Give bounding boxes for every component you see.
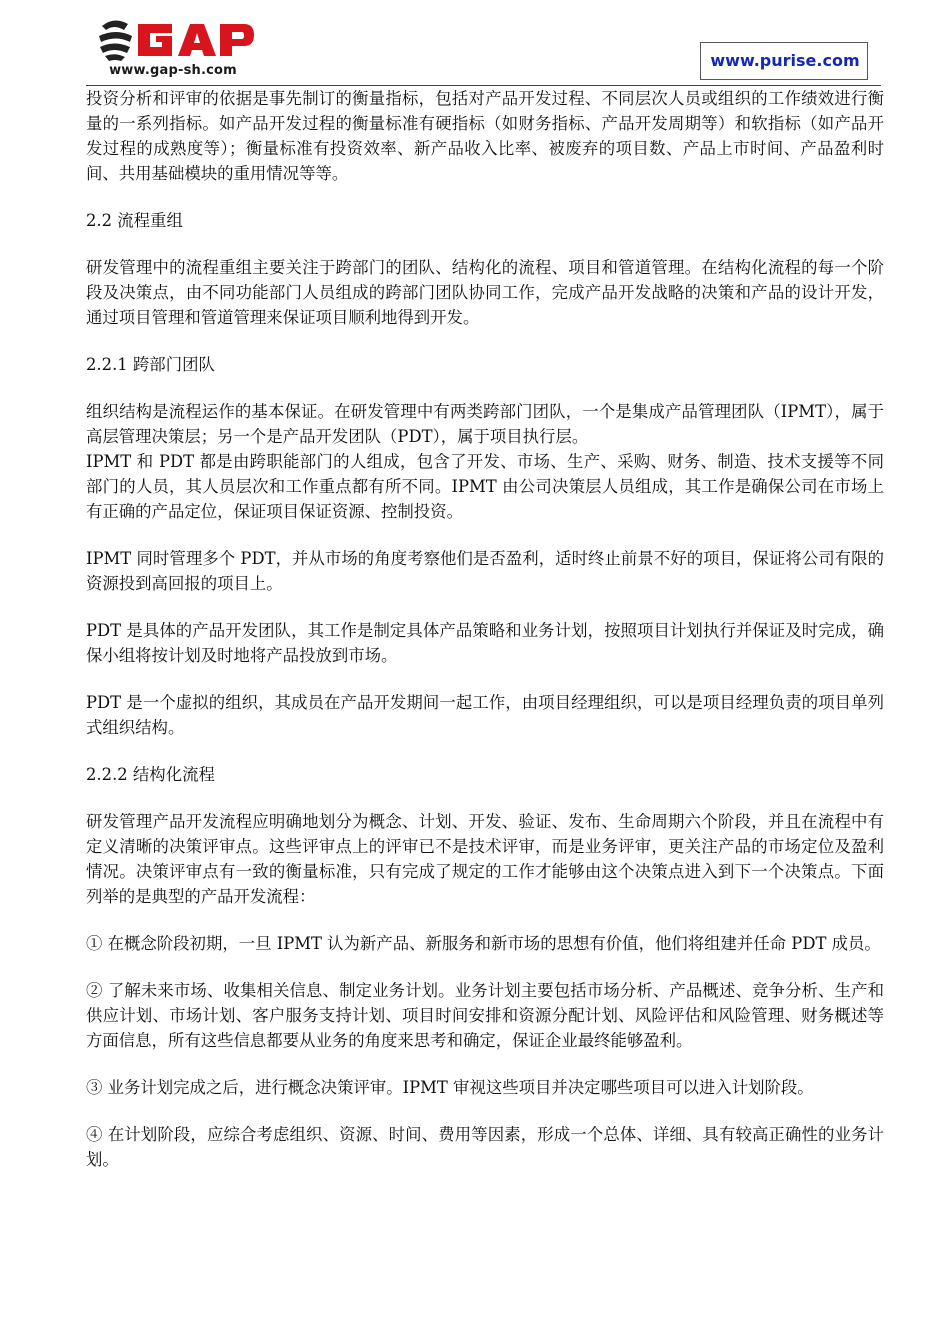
step-1: ① 在概念阶段初期，一旦 IPMT 认为新产品、新服务和新市场的思想有价值，他们将组建并任命 PDT 成员。 (86, 934, 881, 953)
paragraph-ipmt-manage: IPMT 同时管理多个 PDT，并从市场的角度考察他们是否盈利，适时终止前景不好的项目，保证将公司有限的资源投到高回报的项目上。 (86, 549, 884, 593)
document-body (86, 86, 884, 1172)
paragraph-org-structure: 组织结构是流程运作的基本保证。在研发管理中有两类跨部门团队，一个是集成产品管理团队（IPMT），属于高层管理决策层；另一个是产品开发团队（PDT），属于项目执行层。 (86, 402, 884, 446)
gap-logo-mark (94, 14, 258, 64)
paragraph-structured-process: 研发管理产品开发流程应明确地划分为概念、计划、开发、验证、发布、生命周期六个阶段，并且在流程中有定义清晰的决策评审点。这些评审点上的评审已不是技术评审，而是业务评审，更关注产品的市场定位及盈利情况。决策评审点有一致的衡量标准，只有完成了规定的工作才能够由这个决策点进入到下一个决策点。下面列举的是典型的产品开发流程： (86, 812, 884, 906)
paragraph-ipmt-pdt: IPMT 和 PDT 都是由跨职能部门的人组成，包含了开发、市场、生产、采购、财务、制造、技术支援等不同部门的人员，其人员层次和工作重点都有所不同。IPMT 由公司决策层人员组成，其工作是确保公司在市场上有正确的产品定位，保证项目保证资源、控制投资。 (86, 452, 884, 521)
logo-url[interactable]: www.gap-sh.com (109, 63, 237, 78)
heading-2-2-2: 2.2.2 结构化流程 (86, 765, 215, 784)
paragraph-pdt-virtual: PDT 是一个虚拟的组织，其成员在产品开发期间一起工作，由项目经理组织，可以是项目经理负责的项目单列式组织结构。 (86, 693, 884, 737)
paragraph-pdt-team: PDT 是具体的产品开发团队，其工作是制定具体产品策略和业务计划，按照项目计划执行并保证及时完成，确保小组将按计划及时地将产品投放到市场。 (86, 621, 884, 665)
site-url-link[interactable]: www.purise.com (710, 51, 860, 70)
paragraph-intro: 投资分析和评审的依据是事先制订的衡量指标，包括对产品开发过程、不同层次人员或组织的工作绩效进行衡量的一系列指标。如产品开发过程的衡量标准有硬指标（如财务指标、产品开发周期等）和软指标（如产品开发过程的成熟度等）；衡量标准有投资效率、新产品收入比率、被废弃的项目数、产品上市时间、产品盈利时间、共用基础模块的重用情况等等。 (86, 89, 884, 183)
paragraph-process-reorg: 研发管理中的流程重组主要关注于跨部门的团队、结构化的流程、项目和管道管理。在结构化流程的每一个阶段及决策点，由不同功能部门人员组成的跨部门团队协同工作，完成产品开发战略的决策和产品的设计开发，通过项目管理和管道管理来保证项目顺利地得到开发。 (86, 258, 884, 327)
gap-wordmark (138, 24, 254, 56)
step-2: ② 了解未来市场、收集相关信息、制定业务计划。业务计划主要包括市场分析、产品概述、竞争分析、生产和供应计划、市场计划、客户服务支持计划、项目时间安排和资源分配计划、风险评估和风险管理、财务概述等方面信息，所有这些信息都要从业务的角度来思考和确定，保证企业最终能够盈利。 (86, 981, 884, 1050)
globe-icon (99, 20, 132, 61)
heading-2-2-1: 2.2.1 跨部门团队 (86, 355, 215, 374)
gap-logo (88, 8, 264, 82)
step-4: ④ 在计划阶段，应综合考虑组织、资源、时间、费用等因素，形成一个总体、详细、具有较高正确性的业务计划。 (86, 1125, 884, 1169)
page-header (0, 0, 950, 90)
site-url-box (700, 42, 868, 80)
heading-2-2: 2.2 流程重组 (86, 211, 183, 230)
step-3: ③ 业务计划完成之后，进行概念决策评审。IPMT 审视这些项目并决定哪些项目可以进入计划阶段。 (86, 1078, 814, 1097)
